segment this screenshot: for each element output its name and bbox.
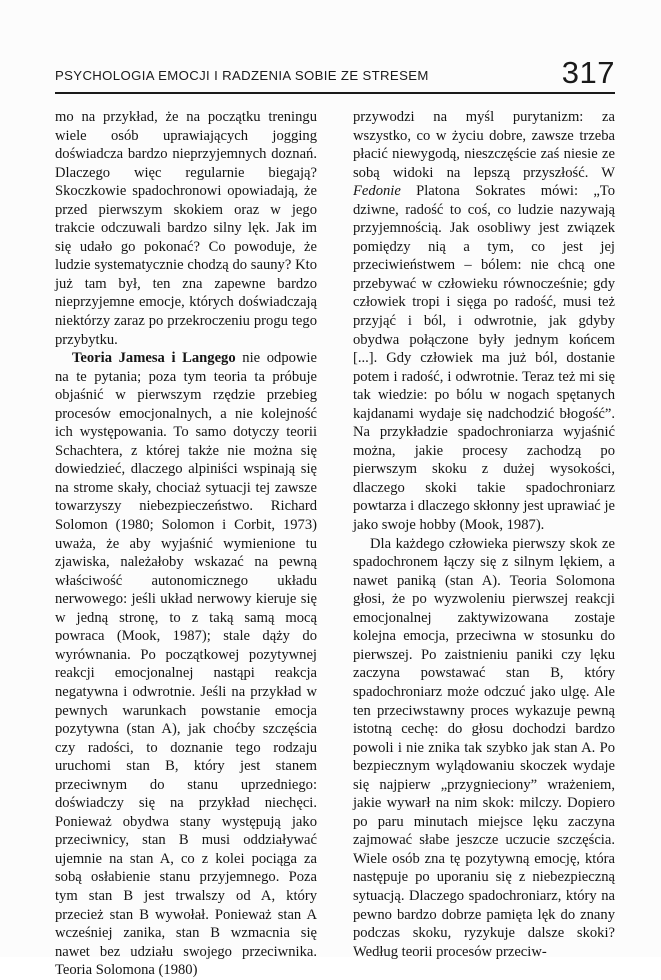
header-divider (55, 92, 615, 94)
paragraph-right-2: Dla każdego człowieka pierwszy skok ze spadochronem łączy się z silnym lękiem, a nawet paniką (stan A). Teoria Solomona głosi, że po wyzwoleniu pierwszej reakcji emocjonalnej zaktywizowana zostaje kolejna emocja, przeciwna w stosunku do pierwszej. Po zaistnieniu paniki czy lęku zaczyna powstawać stan B, który spadochroniarz może odczuć jako ulgę. Ale ten przeciwstawny proces wykazuje pewną istotną cechę: do głosu dochodzi bardzo powoli i nie znika tak szybko jak stan A. Po bezpiecznym wylądowaniu skoczek wydaje się najpierw „przygnieciony” wrażeniem, jakie wywarł na nim skok: milczy. Dopiero po paru minutach miejsce lęku zaczyna zajmować słabe jeszcze uczucie szczęścia. Wiele osób zna tę pozytywną emocję, która następuje po uporaniu się z niebezpieczną sytuacją. Dlaczego spadochroniarz, który na pewno bardzo dobrze pamięta lęk do znany podczas skoku, ryzykuje dalsze skoki? Według teorii procesów przeciw- (353, 535, 615, 960)
paragraph-right-1 (353, 108, 615, 535)
running-head: PSYCHOLOGIA EMOCJI I RADZENIA SOBIE ZE STRESEM (55, 68, 429, 83)
paragraph-right-1b: Platona Sokrates mówi: „To dziwne, radość to coś, co ludzie nazywają przyjemnością. Jak osobliwy jest związek pomiędzy nią a tym, co jest jej przeciwieństwem – bólem: nie chcą one przebywać w człowieku równocześnie; gdy człowiek tropi i sięga po radość, musi też przyjąć i ból, i odwrotnie, jak gdyby obydwa połączone były jednym końcem [...]. Gdy człowiek ma już ból, dostanie potem i radość, i odwrotnie. Teraz też mi się tak wiedzie: po bólu w nogach spętanych kajdanami wydaje się nadchodzić błogość”. Na przykładzie spadochroniarza wyjaśnić można, jakie procesy zachodzą po pierwszym skoku z dużej wysokości, dlaczego skoki takie spadochroniarz powtarza i dlaczego skłonny jest uprawiać je jako swoje hobby (Mook, 1987). (353, 183, 615, 534)
page-number: 317 (561, 55, 615, 90)
right-column (353, 108, 615, 960)
body-columns (55, 108, 615, 979)
work-title-emphasis: Fedonie (353, 183, 401, 200)
page-header (55, 54, 615, 92)
paragraph-left-2-text: nie odpowie na te pytania; poza tym teoria ta próbuje objaśnić w pierwszym rzędzie przebieg procesów emocjonalnych, a nie kolejność ich występowania. To samo dotyczy teorii Schachtera, z której także nie można się dowiedzieć, dlaczego alpiniści wspinają się na strome skały, chociaż sytuacji tej zawsze towarzyszy niebezpieczeństwo. Richard Solomon (1980; Solomon i Corbit, 1973) uważa, że aby wyjaśnić wymienione tu zjawiska, należałoby wskazać na pewną właściwość autonomicznego układu nerwowego: jeśli układ nerwowy kieruje się w jedną stronę, to z taką samą mocą powraca (Mook, 1987); stale dąży do wyrównania. Po początkowej pozytywnej reakcji emocjonalnej nastąpi reakcja negatywna i odwrotnie. Jeśli na przykład w pewnych warunkach powstanie emocja pozytywna (stan A), jak choćby szczęścia czy radości, to doznanie tego rodzaju uruchomi stan B, który jest stanem przeciwnym do stanu uprzedniego: doświadczy się na przykład niechęci. Ponieważ obydwa stany występują jako przeciwnicy, stan B musi oddziaływać ujemnie na stan A, co z kolei pociąga za sobą osłabienie stanu przyjemnego. Poza tym stan B jest trwalszy od A, który przecież stan B wywołał. Ponieważ stan A wcześniej zanika, stan B wzmacnia się nawet bez udziału swojego przeciwnika. Teoria Solomona (1980) (55, 350, 317, 979)
left-column (55, 108, 317, 979)
paragraph-right-1a: przywodzi na myśl purytanizm: za wszystko, co w życiu dobre, zawsze trzeba płacić niewygodą, nieszczęście zaś niesie ze sobą widoki na lepszą przyszłość. W (353, 109, 615, 181)
paragraph-left-1: mo na przykład, że na początku treningu wiele osób uprawiających jogging doświadcza bardzo nieprzyjemnych doznań. Dlaczego więc regularnie biegają? Skoczkowie spadochronowi opowiadają, że przed pierwszym skokiem oraz w jego trakcie odczuwali bardzo silny lęk. Jak im się udało go pokonać? Co powoduje, że ludzie systematycznie chodzą do sauny? Kto już tam był, ten zna zapewne bardzo nieprzyjemne emocje, których doświadczają niektórzy zaraz po przekroczeniu progu tego przybytku. (55, 109, 317, 348)
theory-name-emphasis: Teoria Jamesa i Langego (72, 350, 236, 367)
paragraph-left-2 (55, 349, 317, 980)
